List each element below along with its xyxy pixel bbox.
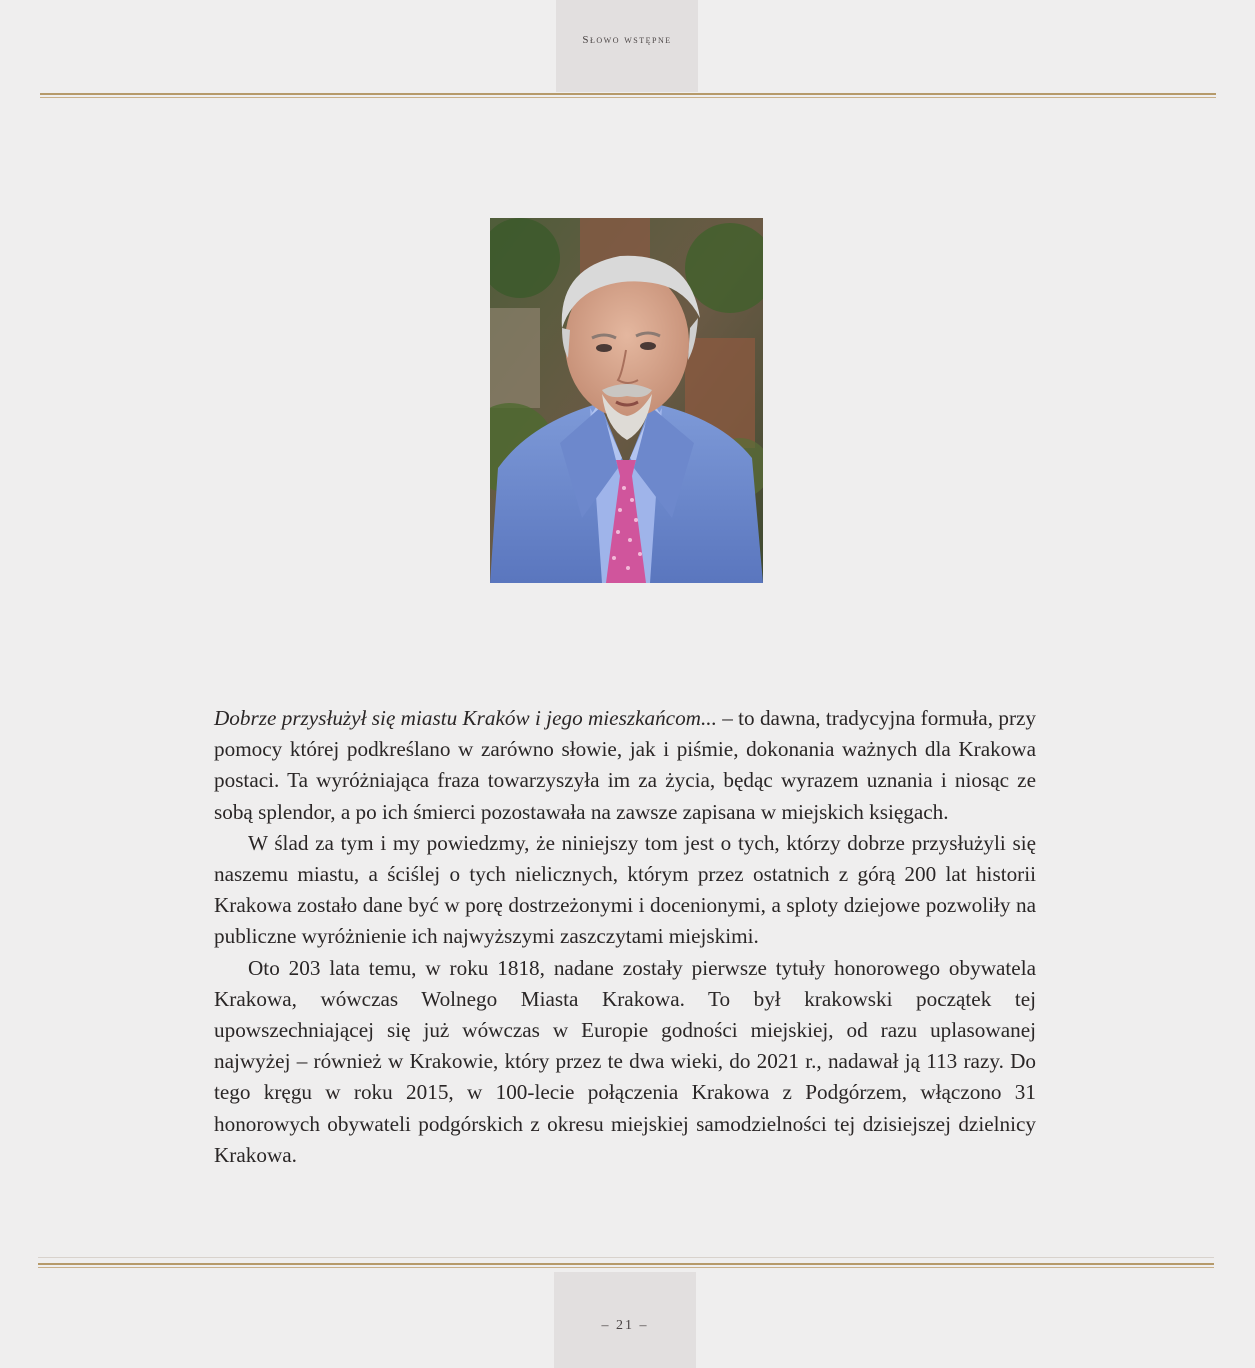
bottom-rule [38, 1263, 1214, 1270]
paragraph-1 [214, 703, 1036, 828]
page-number: – 21 – [601, 1318, 649, 1333]
quote-formula: Dobrze przysłużył się miastu Kraków i jego mieszkańcom... [214, 706, 717, 730]
body-text [214, 703, 1036, 1171]
paragraph-3: Oto 203 lata temu, w roku 1818, nadane zostały pierwsze tytuły honorowego obywatela Krakowa, wówczas Wolnego Miasta Krakowa. To był krakowski początek tej upowszechniającej się już wówczas w Europie godności miejskiej, od razu uplasowanej najwyżej – również w Krakowie, który przez te dwa wieki, do 2021 r., nadawał ją 113 razy. Do tego kręgu w roku 2015, w 100-lecie połączenia Krakowa z Podgórzem, włączono 31 honorowych obywateli podgórskich z okresu miejskiej samodzielności tej dzisiejszej dzielnicy Krakowa. [214, 955, 1036, 1167]
header-band [556, 0, 698, 92]
paragraph-1-rest: – to dawna, tradycyjna formuła, przy pomocy której podkreślano w zarówno słowie, jak i piśmie, dokonania ważnych dla Krakowa postaci. Ta wyróżniająca fraza towarzyszyła im za życia, będąc wyrazem uznania i niosąc ze sobą splendor, a po ich śmierci pozostawała na zawsze zapisana w miejskich księgach. [214, 706, 1036, 824]
top-rule [40, 93, 1216, 100]
portrait-illustration [490, 218, 763, 583]
paragraph-2: W ślad za tym i my powiedzmy, że niniejszy tom jest o tych, którzy dobrze przysłużyli się naszemu miastu, a ściślej o tych nielicznych, którym przez ostatnich z górą 200 lat historii Krakowa zostało dane być w porę dostrzeżonymi i docenionymi, a sploty dziejowe pozwoliły na publiczne wyróżnienie ich najwyższymi zaszczytami miejskimi. [214, 830, 1036, 949]
running-head: Słowo wstępne [582, 34, 672, 46]
portrait-photo [490, 218, 763, 583]
